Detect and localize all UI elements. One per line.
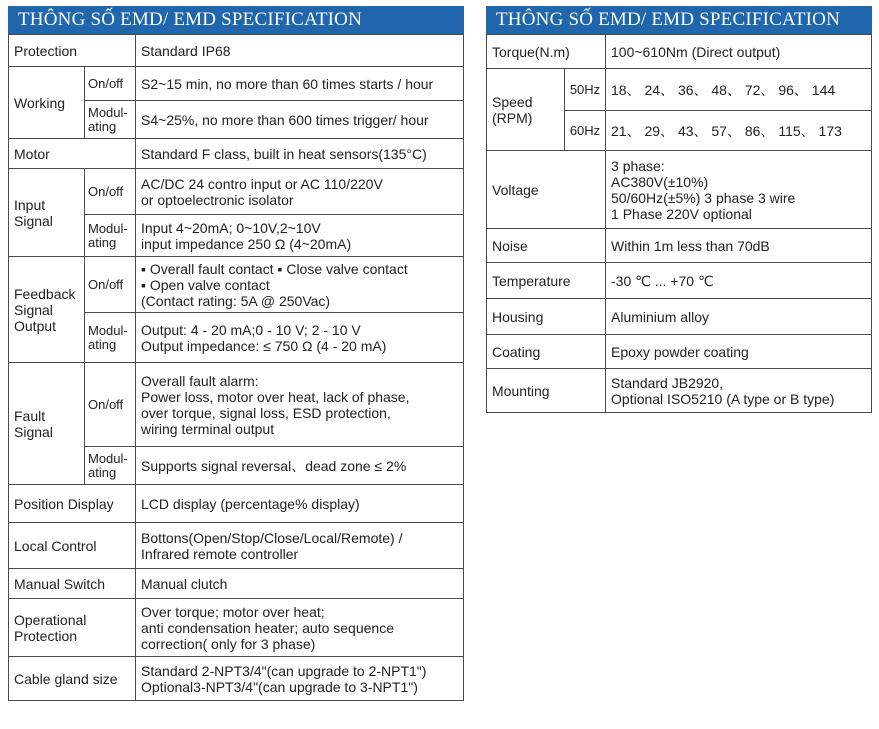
- spec-row-torque: [487, 35, 872, 69]
- mounting-label: Mounting: [487, 369, 606, 413]
- position-display-value: LCD display (percentage% display): [136, 485, 464, 523]
- coating-label: Coating: [487, 335, 606, 369]
- spec-row-housing: [487, 299, 872, 335]
- cable-gland-line-1: Standard 2-NPT3/4"(can upgrade to 2-NPT1"): [141, 662, 427, 679]
- speed-50hz-value: 18、 24、 36、 48、 72、 96、 144: [611, 81, 836, 98]
- speed-60hz-label: 60Hz: [565, 111, 606, 151]
- working-mod-label: Modul-ating: [85, 101, 136, 139]
- feedback-mod-line-2: Output impedance: ≤ 750 Ω (4 - 20 mA): [141, 337, 387, 354]
- fault-onoff-line-3: over torque, signal loss, ESD protection,: [141, 404, 391, 421]
- right-spec-table: [486, 34, 872, 413]
- motor-cell: [136, 139, 464, 169]
- noise-label: Noise: [487, 229, 606, 263]
- fault-onoff-cell: [136, 363, 464, 447]
- input-onoff-cell: [136, 169, 464, 215]
- spec-row-protection: [9, 35, 464, 67]
- spec-row-coating: [487, 335, 872, 369]
- voltage-line-4: 1 Phase 220V optional: [611, 205, 752, 222]
- working-onoff-label: On/off: [85, 67, 136, 101]
- fault-onoff-line-4: wiring terminal output: [141, 420, 275, 437]
- fault-mod-label: Modul-ating: [85, 447, 136, 485]
- left-spec-table: [8, 34, 464, 701]
- spec-row-manual-switch: [9, 569, 464, 599]
- mounting-cell: [606, 369, 872, 413]
- mounting-line-2: Optional ISO5210 (A type or B type): [611, 390, 835, 407]
- spec-row-working-onoff: [9, 67, 464, 101]
- protection-label: Protection: [9, 35, 136, 67]
- fault-mod-value: Supports signal reversal、dead zone ≤ 2%: [141, 457, 407, 474]
- input-mod-line-2: input impedance 250 Ω (4~20mA): [141, 235, 352, 252]
- local-control-cell: [136, 523, 464, 569]
- spec-row-motor: [9, 139, 464, 169]
- working-onoff-cell: [136, 67, 464, 101]
- spec-row-position-display: [9, 485, 464, 523]
- torque-value: 100~610Nm (Direct output): [606, 35, 872, 69]
- operational-protection-line-1: Over torque; motor over heat;: [141, 603, 325, 620]
- local-control-label: Local Control: [9, 523, 136, 569]
- manual-switch-value: Manual clutch: [136, 569, 464, 599]
- voltage-line-3: 50/60Hz(±5%) 3 phase 3 wire: [611, 189, 796, 206]
- speed-60hz-value: 21、 29、 43、 57、 86、 115、 173: [611, 122, 842, 139]
- voltage-line-1: 3 phase:: [611, 157, 665, 174]
- working-mod-cell: [136, 101, 464, 139]
- working-label: Working: [9, 67, 85, 139]
- cable-gland-label: Cable gland size: [9, 657, 136, 701]
- input-onoff-line-1: AC/DC 24 contro input or AC 110/220V: [141, 175, 383, 192]
- housing-value: Aluminium alloy: [606, 299, 872, 335]
- feedback-mod-cell: [136, 313, 464, 363]
- speed-label: Speed (RPM): [487, 69, 565, 151]
- temperature-value: -30 ℃ ... +70 ℃: [606, 263, 872, 299]
- feedback-mod-label: Modul-ating: [85, 313, 136, 363]
- voltage-line-2: AC380V(±10%): [611, 173, 709, 190]
- input-onoff-label: On/off: [85, 169, 136, 215]
- operational-protection-cell: [136, 599, 464, 657]
- speed-60hz-cell: [606, 111, 872, 151]
- speed-50hz-label: 50Hz: [565, 69, 606, 111]
- feedback-label: Feedback Signal Output: [9, 257, 85, 363]
- position-display-label: Position Display: [9, 485, 136, 523]
- spec-row-fault-onoff: [9, 363, 464, 447]
- feedback-onoff-label: On/off: [85, 257, 136, 313]
- feedback-onoff-line-1: ▪ Overall fault contact ▪ Close valve contact: [141, 260, 408, 277]
- fault-label: Fault Signal: [9, 363, 85, 485]
- fault-onoff-line-1: Overall fault alarm:: [141, 372, 259, 389]
- temperature-label: Temperature: [487, 263, 606, 299]
- spec-row-input-onoff: [9, 169, 464, 215]
- motor-label: Motor: [9, 139, 136, 169]
- spec-row-local-control: [9, 523, 464, 569]
- manual-switch-label: Manual Switch: [9, 569, 136, 599]
- cable-gland-line-2: Optional3-NPT3/4"(can upgrade to 3-NPT1"): [141, 678, 418, 695]
- cable-gland-cell: [136, 657, 464, 701]
- fault-mod-cell: [136, 447, 464, 485]
- working-mod-value: S4~25%, no more than 600 times trigger/ hour: [141, 111, 429, 128]
- motor-value: Standard F class, built in heat sensors(135°C): [141, 145, 427, 162]
- spec-row-operational-protection: [9, 599, 464, 657]
- input-mod-label: Modul-ating: [85, 215, 136, 257]
- left-spec-panel: [8, 6, 464, 701]
- torque-label: Torque(N.m): [487, 35, 606, 69]
- working-onoff-value: S2~15 min, no more than 60 times starts / hour: [141, 75, 434, 92]
- right-panel-title: THÔNG SỐ EMD/ EMD SPECIFICATION: [486, 6, 872, 34]
- coating-value: Epoxy powder coating: [606, 335, 872, 369]
- local-control-line-2: Infrared remote controller: [141, 545, 299, 562]
- fault-onoff-label: On/off: [85, 363, 136, 447]
- noise-value: Within 1m less than 70dB: [606, 229, 872, 263]
- spec-row-mounting: [487, 369, 872, 413]
- spec-row-noise: [487, 229, 872, 263]
- housing-label: Housing: [487, 299, 606, 335]
- voltage-cell: [606, 151, 872, 229]
- spec-row-cable-gland: [9, 657, 464, 701]
- spec-row-voltage: [487, 151, 872, 229]
- operational-protection-line-2: anti condensation heater; auto sequence: [141, 619, 394, 636]
- left-panel-title: THÔNG SỐ EMD/ EMD SPECIFICATION: [8, 6, 464, 34]
- feedback-onoff-cell: [136, 257, 464, 313]
- spec-row-feedback-onoff: [9, 257, 464, 313]
- speed-50hz-cell: [606, 69, 872, 111]
- input-signal-label: Input Signal: [9, 169, 85, 257]
- fault-onoff-line-2: Power loss, motor over heat, lack of phase,: [141, 388, 410, 405]
- input-mod-cell: [136, 215, 464, 257]
- input-mod-line-1: Input 4~20mA; 0~10V,2~10V: [141, 219, 321, 236]
- input-onoff-line-2: or optoelectronic isolator: [141, 191, 294, 208]
- feedback-onoff-line-2: ▪ Open valve contact: [141, 276, 270, 293]
- local-control-line-1: Bottons(Open/Stop/Close/Local/Remote) /: [141, 529, 403, 546]
- operational-protection-line-3: correction( only for 3 phase): [141, 635, 316, 652]
- mounting-line-1: Standard JB2920,: [611, 374, 724, 391]
- voltage-label: Voltage: [487, 151, 606, 229]
- feedback-onoff-line-3: (Contact rating: 5A @ 250Vac): [141, 292, 331, 309]
- right-spec-panel: [486, 6, 872, 413]
- spec-row-temperature: [487, 263, 872, 299]
- operational-protection-label: Operational Protection: [9, 599, 136, 657]
- spec-row-speed-50hz: [487, 69, 872, 111]
- feedback-mod-line-1: Output: 4 - 20 mA;0 - 10 V; 2 - 10 V: [141, 321, 361, 338]
- protection-value: Standard IP68: [136, 35, 464, 67]
